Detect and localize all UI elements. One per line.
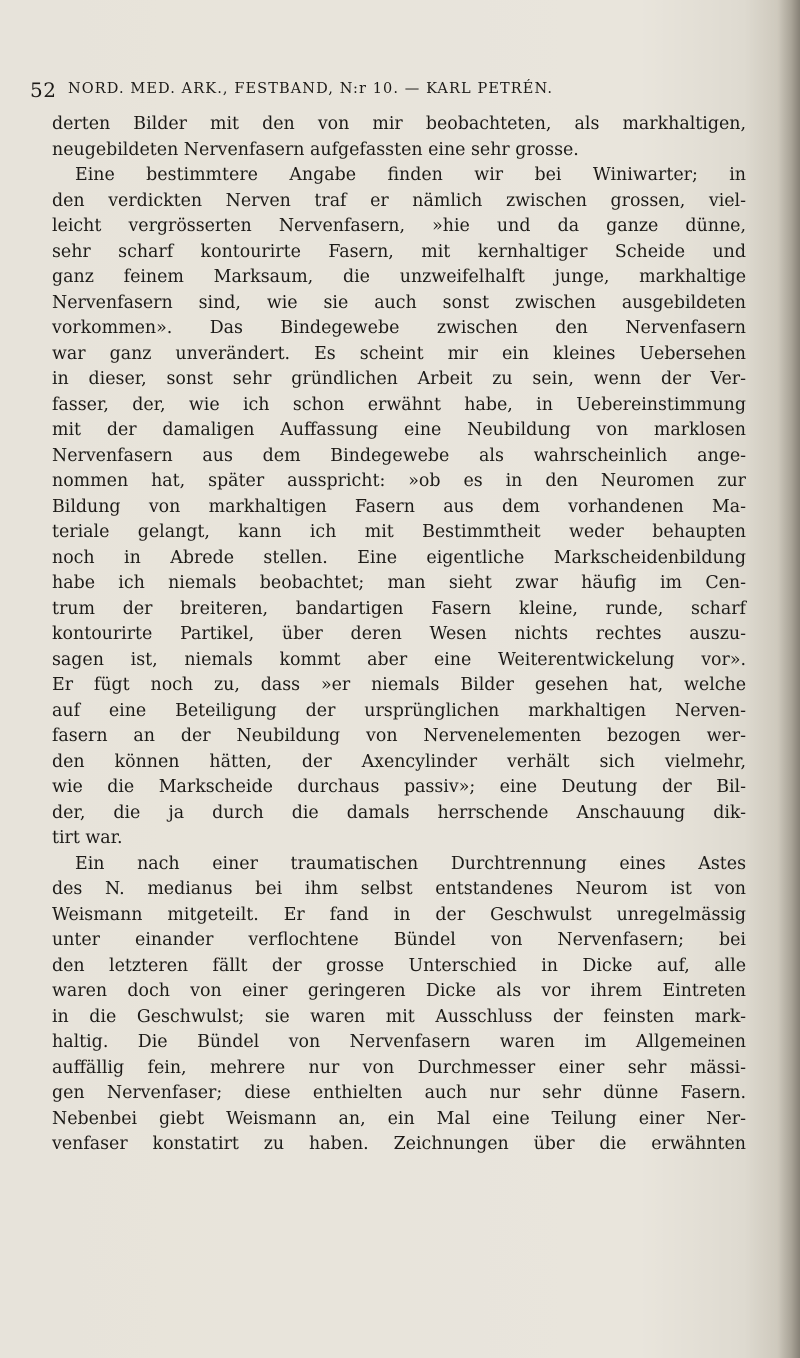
text-line: Bildung von markhaltigen Fasern aus dem vorhandenen Ma- <box>52 496 746 517</box>
page-number: 52 <box>30 78 57 102</box>
running-head: NORD. MED. ARK., FESTBAND, N:r 10. — KARL PETRÉN. <box>68 81 554 97</box>
text-line: Ein nach einer traumatischen Durchtrennung eines Astes <box>75 853 746 874</box>
text-line: ganz feinem Marksaum, die unzweifelhalft junge, markhaltige <box>52 267 746 287</box>
text-line: waren doch von einer geringeren Dicke als vor ihrem Eintreten <box>52 981 746 1001</box>
text-line: der, die ja durch die damals herrschende Anschauung dik- <box>52 802 746 823</box>
text-line: sehr scharf kontourirte Fasern, mit kernhaltiger Scheide und <box>52 241 746 262</box>
text-line: noch in Abrede stellen. Eine eigentliche Markscheidenbildung <box>52 547 746 568</box>
text-line: mit der damaligen Auffassung eine Neubildung von marklosen <box>52 420 746 440</box>
text-line: Nervenfasern aus dem Bindegewebe als wahrscheinlich ange- <box>52 445 746 466</box>
text-line: gen Nervenfaser; diese enthielten auch nur sehr dünne Fasern. <box>52 1083 746 1103</box>
page-edge-shadow <box>778 0 800 1358</box>
text-line: nommen hat, später ausspricht: »ob es in den Neuromen zur <box>52 471 746 491</box>
text-line: Nebenbei giebt Weismann an, ein Mal eine Teilung einer Ner- <box>52 1108 746 1129</box>
text-line: den können hätten, der Axencylinder verhält sich vielmehr, <box>52 751 746 772</box>
text-line: wie die Markscheide durchaus passiv»; eine Deutung der Bil- <box>52 777 746 797</box>
text-line: tirt war. <box>52 828 123 848</box>
text-line: leicht vergrösserten Nervenfasern, »hie und da ganze dünne, <box>52 216 746 236</box>
text-line: Eine bestimmtere Angabe finden wir bei Winiwarter; in <box>75 165 746 185</box>
body-text <box>52 112 746 1158</box>
text-line: auffällig fein, mehrere nur von Durchmesser einer sehr mässi- <box>52 1057 746 1078</box>
text-line: venfaser konstatirt zu haben. Zeichnungen über die erwähnten <box>52 1134 746 1154</box>
text-line: haltig. Die Bündel von Nervenfasern waren im Allgemeinen <box>52 1032 746 1052</box>
text-line: Er fügt noch zu, dass »er niemals Bilder gesehen hat, welche <box>52 675 746 695</box>
text-line: fasser, der, wie ich schon erwähnt habe, in Uebereinstimmung <box>52 394 746 415</box>
text-line: sagen ist, niemals kommt aber eine Weiterentwickelung vor». <box>52 649 746 670</box>
text-line: fasern an der Neubildung von Nervenelementen bezogen wer- <box>52 726 746 746</box>
text-line: habe ich niemals beobachtet; man sieht zwar häufig im Cen- <box>52 573 746 593</box>
page-header <box>30 78 730 104</box>
text-line: neugebildeten Nervenfasern aufgefassten eine sehr grosse. <box>52 139 579 160</box>
text-line: war ganz unverändert. Es scheint mir ein kleines Uebersehen <box>52 343 746 364</box>
text-line: derten Bilder mit den von mir beobachteten, als markhaltigen, <box>52 114 746 134</box>
text-line: den verdickten Nerven traf er nämlich zwischen grossen, viel- <box>52 190 746 211</box>
text-line: kontourirte Partikel, über deren Wesen nichts rechtes auszu- <box>52 624 746 644</box>
text-line: vorkommen». Das Bindegewebe zwischen den Nervenfasern <box>52 318 746 338</box>
text-line: auf eine Beteiligung der ursprünglichen markhaltigen Nerven- <box>52 700 746 721</box>
text-line: unter einander verflochtene Bündel von Nervenfasern; bei <box>52 930 746 950</box>
text-line: Weismann mitgeteilt. Er fand in der Geschwulst unregelmässig <box>52 904 746 925</box>
text-line: trum der breiteren, bandartigen Fasern kleine, runde, scharf <box>52 598 746 619</box>
text-line: in die Geschwulst; sie waren mit Ausschluss der feinsten mark- <box>52 1006 746 1027</box>
text-line: des N. medianus bei ihm selbst entstandenes Neurom ist von <box>52 879 746 899</box>
text-line: in dieser, sonst sehr gründlichen Arbeit zu sein, wenn der Ver- <box>52 369 746 389</box>
text-line: Nervenfasern sind, wie sie auch sonst zwischen ausgebildeten <box>52 292 746 313</box>
text-line: den letzteren fällt der grosse Unterschied in Dicke auf, alle <box>52 955 746 976</box>
text-line: teriale gelangt, kann ich mit Bestimmtheit weder behaupten <box>52 522 746 542</box>
